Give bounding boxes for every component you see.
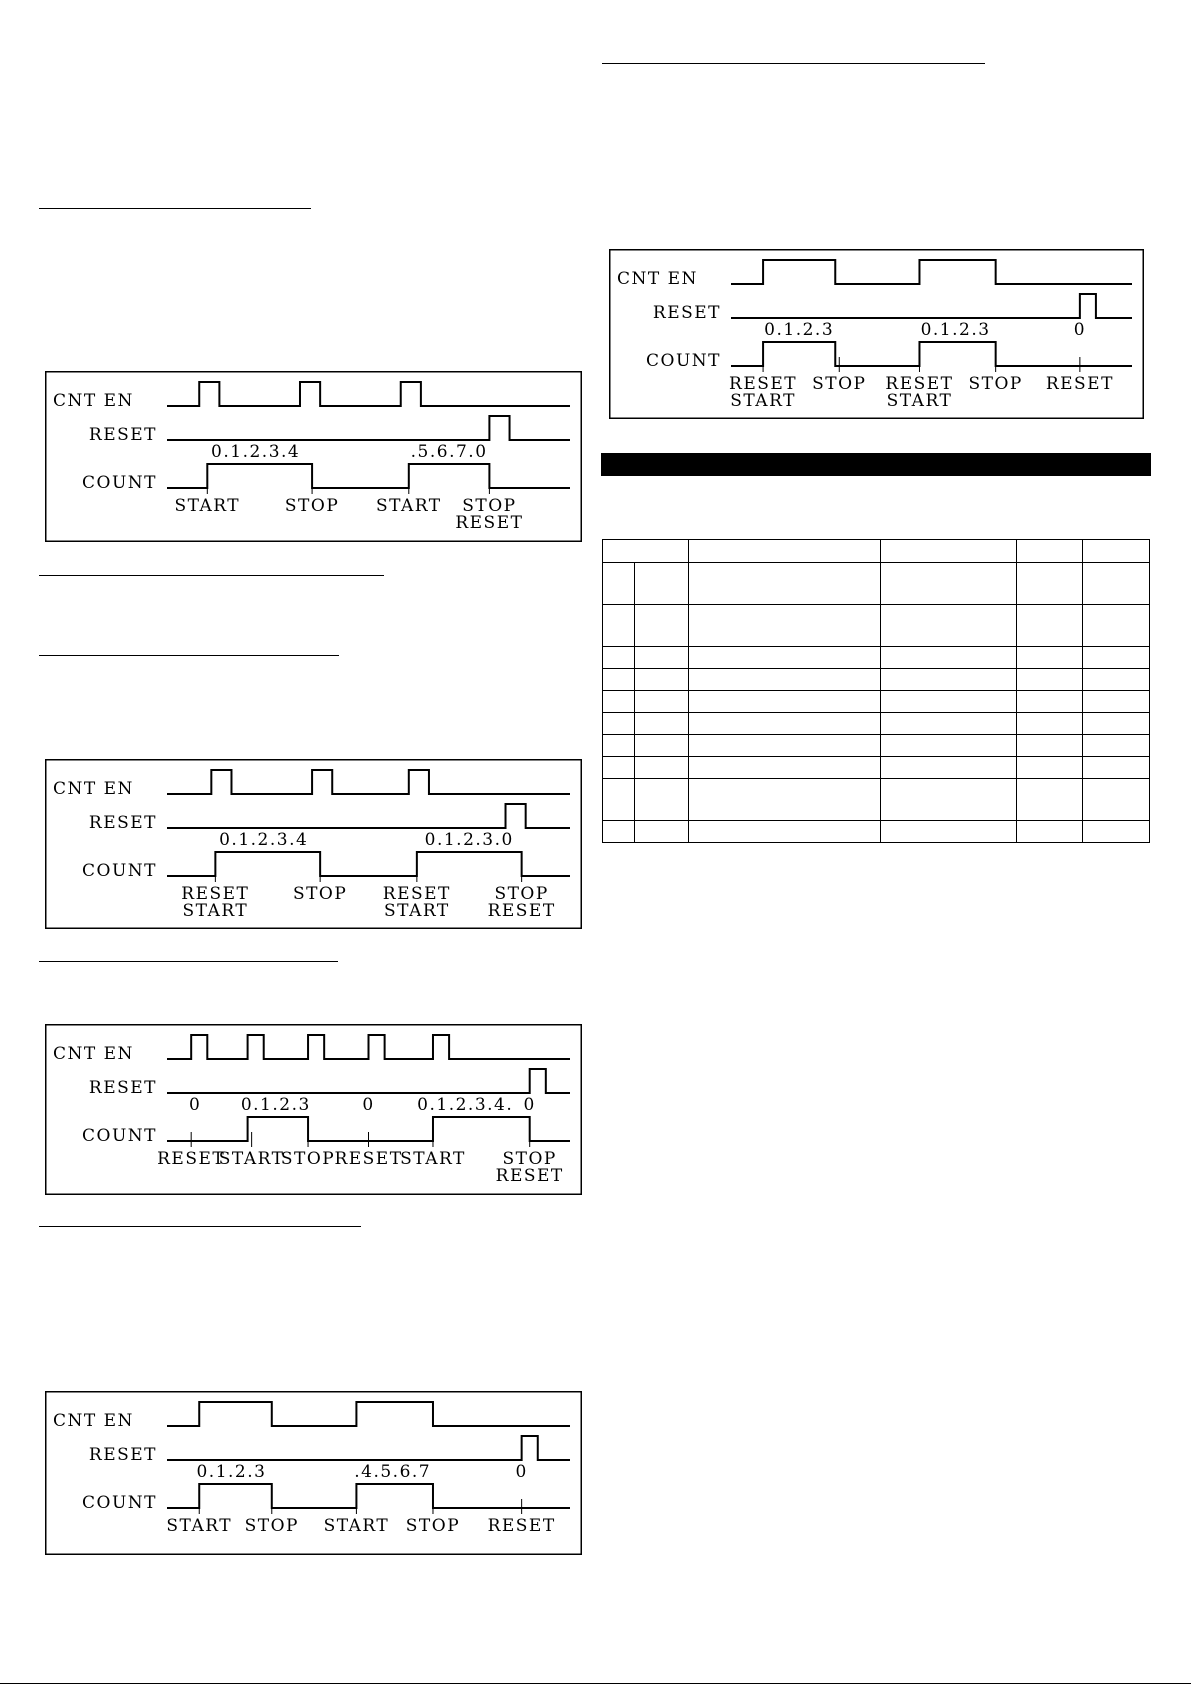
event-label: RESET [729,374,798,394]
table-cell [689,779,881,821]
count-value-label: 0.1.2.3 [240,1095,311,1115]
timing-diagram-3 [45,1024,582,1195]
data-table [602,539,1150,843]
table-cell [1017,779,1083,821]
count-value-label: 0 [1073,320,1087,340]
table-cell [603,713,635,735]
table-cell [1017,757,1083,779]
table-cell [689,821,881,843]
table-cell [635,563,689,605]
table-header-row [603,540,1150,563]
reset-label: RESET [88,1078,157,1098]
table-row [603,713,1150,735]
section-heading-rule-5 [39,1226,361,1227]
table-cell [635,779,689,821]
section-heading-rule-3 [39,655,339,656]
table-cell [1083,757,1150,779]
event-label: RESET [382,884,451,904]
table-cell [603,735,635,757]
table-cell [881,779,1017,821]
table-cell [603,563,635,605]
table-row [603,757,1150,779]
count-label: COUNT [82,473,157,493]
cnt-en-label: CNT EN [53,391,134,411]
table-row [603,647,1150,669]
count-value-label: 0 [362,1095,375,1115]
table-cell [1083,563,1150,605]
event-label: RESET [455,513,524,533]
table-cell [881,647,1017,669]
table-cell [603,691,635,713]
table-cell [881,605,1017,647]
section-heading-rule-2 [39,575,384,576]
table-cell [1083,779,1150,821]
table-cell [881,691,1017,713]
event-label: STOP [280,1149,336,1169]
event-label: STOP [502,1149,557,1169]
event-label: START [323,1516,390,1536]
table-cell [689,605,881,647]
event-label: STOP [494,884,549,904]
event-label: START [730,391,796,411]
count-value-label: 0.1.2.3 [196,1462,267,1482]
table-cell [881,669,1017,691]
cnt-en-label: CNT EN [53,1411,134,1431]
event-label: START [166,1516,233,1536]
table-cell [1083,735,1150,757]
table-cell [1083,669,1150,691]
table-cell [689,713,881,735]
section-heading-rule-6 [602,63,985,64]
table-header-cell [1017,540,1083,563]
table-cell [1017,669,1083,691]
event-label: RESET [157,1149,226,1169]
event-label: STOP [405,1516,461,1536]
table-row [603,669,1150,691]
table-cell [1083,821,1150,843]
event-label: RESET [885,374,954,394]
table-cell [635,735,689,757]
table-cell [1083,605,1150,647]
count-value-label: 0 [189,1095,202,1115]
event-label: RESET [334,1149,403,1169]
count-value-label: 0.1.2.3.0 [424,830,514,850]
event-label: START [174,496,241,516]
page-bottom-rule [0,1683,1191,1684]
timing-diagram-5 [609,249,1144,419]
table-cell [1083,647,1150,669]
table-header-cell [603,540,689,563]
table-cell [635,757,689,779]
event-label: STOP [812,374,867,394]
table-cell [1017,563,1083,605]
table-cell [1017,821,1083,843]
count-value-label: 0 [523,1095,536,1115]
event-label: STOP [284,496,340,516]
table-cell [689,647,881,669]
table-cell [635,669,689,691]
table-row [603,563,1150,605]
table-cell [603,757,635,779]
table-cell [603,779,635,821]
table-cell [1017,647,1083,669]
table-cell [689,757,881,779]
event-label: RESET [181,884,250,904]
table-cell [603,647,635,669]
count-value-label: 0 [515,1462,528,1482]
event-label: RESET [487,901,556,921]
event-label: RESET [1045,374,1114,394]
table-cell [635,821,689,843]
timing-diagram-4 [45,1391,582,1555]
table-cell [881,757,1017,779]
event-label: START [886,391,953,411]
table-cell [635,713,689,735]
table-cell [881,713,1017,735]
count-value-label: 0.1.2.3.4 [211,442,301,462]
table-row [603,605,1150,647]
event-label: RESET [495,1166,564,1186]
table-cell [1017,713,1083,735]
table-header-cell [1083,540,1150,563]
event-label: STOP [968,374,1023,394]
table-cell [689,563,881,605]
table-cell [881,821,1017,843]
table-cell [689,669,881,691]
event-label: START [400,1149,466,1169]
event-label: START [218,1149,285,1169]
reset-label: RESET [88,425,157,445]
event-label: STOP [244,1516,299,1536]
table-cell [881,735,1017,757]
table-row [603,821,1150,843]
section-title-bar [601,453,1151,476]
section-heading-rule-4 [39,961,338,962]
reset-label: RESET [652,303,721,323]
timing-diagram-1 [45,371,582,542]
count-value-label: 0.1.2.3.4 [219,830,309,850]
table-cell [881,563,1017,605]
table-cell [635,605,689,647]
table-cell [603,605,635,647]
table-cell [689,735,881,757]
table-cell [603,821,635,843]
table-cell [1017,735,1083,757]
count-value-label: 0.1.2.3.4. [417,1095,514,1115]
count-label: COUNT [82,861,157,881]
count-value-label: .4.5.6.7 [354,1462,432,1482]
event-label: START [375,496,442,516]
table-cell [1083,713,1150,735]
count-label: COUNT [82,1126,157,1146]
count-label: COUNT [82,1493,157,1513]
count-value-label: 0.1.2.3 [764,320,835,340]
section-heading-rule-1 [39,208,311,209]
cnt-en-label: CNT EN [53,1044,134,1064]
count-label: COUNT [646,351,721,371]
event-label: STOP [292,884,348,904]
table-row [603,735,1150,757]
count-value-label: .5.6.7.0 [410,442,488,462]
count-value-label: 0.1.2.3 [920,320,991,340]
event-label: RESET [487,1516,556,1536]
event-label: START [182,901,249,921]
table-cell [1083,691,1150,713]
event-label: START [384,901,450,921]
table-cell [1017,605,1083,647]
table-row [603,779,1150,821]
table-cell [635,647,689,669]
reset-label: RESET [88,1445,157,1465]
event-label: STOP [462,496,517,516]
cnt-en-label: CNT EN [53,779,134,799]
table-cell [635,691,689,713]
table-cell [1017,691,1083,713]
table-cell [603,669,635,691]
table-header-cell [881,540,1017,563]
timing-diagram-2 [45,759,582,929]
table-header-cell [689,540,881,563]
cnt-en-label: CNT EN [617,269,698,289]
table-cell [689,691,881,713]
reset-label: RESET [88,813,157,833]
table-row [603,691,1150,713]
